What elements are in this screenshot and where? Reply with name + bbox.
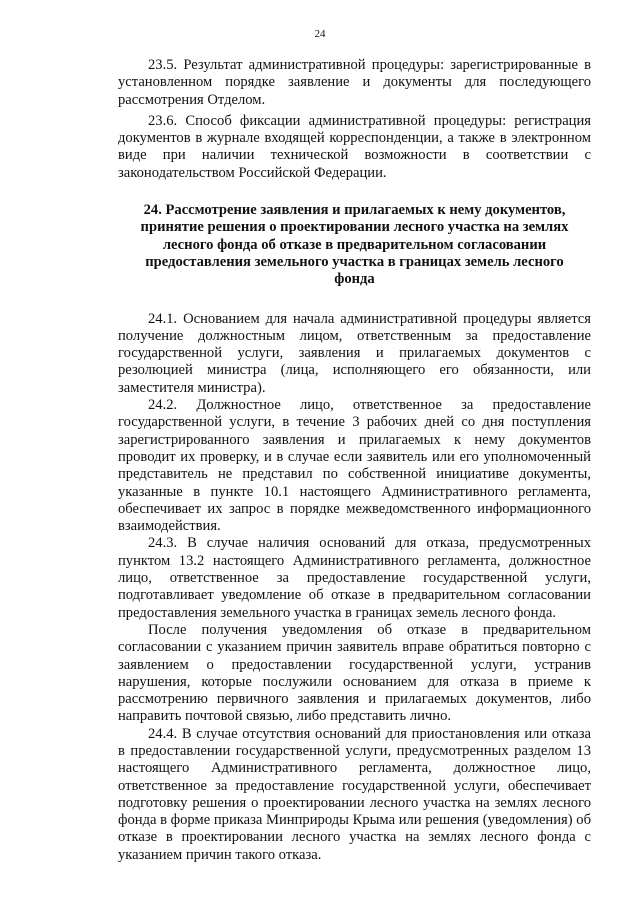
- paragraph-23-6: 23.6. Способ фиксации административной процедуры: регистрация документов в журнале входящей корреспонденции, а также в электронном виде при наличии технической возможности в соответствии с законодательством Российской Федерации.: [118, 112, 591, 181]
- paragraph-24-3-continued: После получения уведомления об отказе в предварительном согласовании с указанием причин заявитель вправе обратиться повторно с заявлением о предоставлении государственной услуги, устранив нарушения, которые послужили основанием для отказа в приеме к рассмотрению первичного заявления и прилагаемых документов, либо направить почтовой связью, либо представить лично.: [118, 621, 591, 725]
- section-24-title: 24. Рассмотрение заявления и прилагаемых к нему документов, принятие решения о проектировании лесного участка на землях лесного фонда об отказе в предварительном согласовании предоставления земельного участка в границах земель лесного фонда: [140, 202, 569, 288]
- paragraph-24-4: 24.4. В случае отсутствия оснований для приостановления или отказа в предоставлении государственной услуги, предусмотренных разделом 13 настоящего Административного регламента, должностное лицо, ответственное за предоставление государственной услуги, обеспечивает подготовку решения о проектировании лесного участка на землях лесного фонда в форме приказа Минприроды Крыма или решения (уведомления) об отказе в проектировании лесного участка на землях лесного фонда с указанием причин такого отказа.: [118, 725, 591, 863]
- paragraph-24-2: 24.2. Должностное лицо, ответственное за предоставление государственной услуги, в течение 3 рабочих дней со дня поступления зарегистрированного заявления и прилагаемых к нему документов проводит их проверку, и в случае если заявитель или его уполномоченный представитель не представил по собственной инициативе документы, указанные в пункте 10.1 настоящего Административного регламента, обеспечивает их запрос в порядке межведомственного информационного взаимодействия.: [118, 397, 591, 535]
- document-body: [118, 57, 591, 864]
- page-number: 24: [314, 28, 326, 40]
- paragraph-24-1: 24.1. Основанием для начала административной процедуры является получение должностным лицом, ответственным за предоставление государственной услуги, заявления и прилагаемых документов с резолюцией министра (лица, исполняющего его обязанности, или заместителя министра).: [118, 310, 591, 396]
- paragraph-23-5: 23.5. Результат административной процедуры: зарегистрированные в установленном порядке заявление и документы для последующего рассмотрения Отделом.: [118, 57, 591, 108]
- paragraph-24-3: 24.3. В случае наличия оснований для отказа, предусмотренных пунктом 13.2 настоящего Административного регламента, должностное лицо, ответственное за предоставление государственной услуги, подготавливает уведомление об отказе в предварительном согласовании предоставления земельного участка в границах земель лесного фонда.: [118, 535, 591, 621]
